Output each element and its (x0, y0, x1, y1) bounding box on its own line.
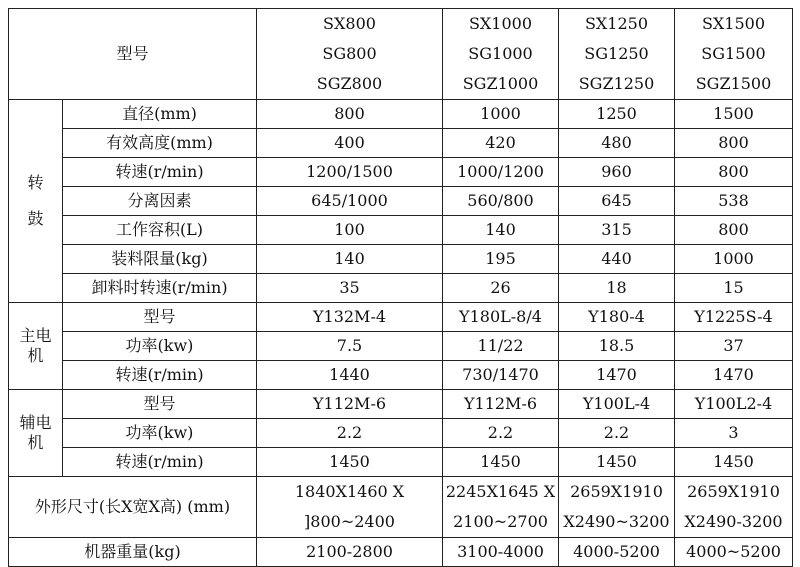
row-value: 7.5 (257, 332, 443, 361)
table-row (9, 303, 793, 332)
model-cell (675, 9, 793, 100)
row-value: Y1225S-4 (675, 303, 793, 332)
row-value: 800 (675, 158, 793, 187)
row-value: 2.2 (443, 419, 559, 448)
table-row (9, 448, 793, 477)
header-label: 型号 (9, 9, 257, 100)
row-value: 800 (675, 216, 793, 245)
row-value: 1500 (675, 100, 793, 129)
table-row (9, 216, 793, 245)
weight-value: 4000-5200 (559, 538, 675, 567)
row-label: 转速(r/min) (63, 158, 257, 187)
row-value: 35 (257, 274, 443, 303)
weight-value: 4000~5200 (675, 538, 793, 567)
model-name: SGZ1250 (578, 74, 655, 93)
row-label: 功率(kw) (63, 332, 257, 361)
row-value: 960 (559, 158, 675, 187)
model-cell (443, 9, 559, 100)
row-value: 1000 (675, 245, 793, 274)
spec-table (8, 8, 793, 567)
model-name: SX800 (323, 14, 376, 33)
group-label-line: 机 (27, 346, 44, 365)
dimensions-line: X2490~3200 (563, 512, 670, 531)
row-value: 15 (675, 274, 793, 303)
row-value: 800 (675, 129, 793, 158)
model-name: SGZ800 (316, 74, 383, 93)
row-value: 140 (443, 216, 559, 245)
row-value: 18 (559, 274, 675, 303)
row-label: 转速(r/min) (63, 448, 257, 477)
row-value: 1450 (443, 448, 559, 477)
model-name: SX1500 (701, 14, 766, 33)
weight-label: 机器重量(kg) (9, 538, 257, 567)
row-value: 800 (257, 100, 443, 129)
group-label-drum (9, 100, 63, 303)
dimensions-line: 2100~2700 (453, 512, 548, 531)
dimensions-cell (675, 477, 793, 538)
table-row (9, 100, 793, 129)
row-value: 1200/1500 (257, 158, 443, 187)
dimensions-label: 外形尺寸(长X宽X高) (mm) (9, 477, 257, 538)
header-row (9, 9, 793, 100)
model-name: SX1000 (468, 14, 533, 33)
row-value: 1450 (675, 448, 793, 477)
row-value: 195 (443, 245, 559, 274)
dimensions-line: 1840X1460 X (294, 482, 405, 501)
row-value: Y100L-4 (559, 390, 675, 419)
dimensions-cell (443, 477, 559, 538)
model-cell (257, 9, 443, 100)
row-value: 26 (443, 274, 559, 303)
model-cell (559, 9, 675, 100)
dimensions-line: 2659X1910 (570, 482, 663, 501)
model-name: SGZ1000 (462, 74, 539, 93)
dimensions-line: X2490-3200 (684, 512, 783, 531)
model-name: SG800 (322, 44, 377, 63)
weight-row (9, 538, 793, 567)
row-label: 有效高度(mm) (63, 129, 257, 158)
row-label: 工作容积(L) (63, 216, 257, 245)
row-value: Y132M-4 (257, 303, 443, 332)
row-value: 440 (559, 245, 675, 274)
table-row (9, 419, 793, 448)
row-value: Y180-4 (559, 303, 675, 332)
model-name: SG1250 (584, 44, 649, 63)
row-value: 37 (675, 332, 793, 361)
row-value: 645 (559, 187, 675, 216)
group-label-line: 转 (27, 173, 44, 192)
row-value: Y112M-6 (257, 390, 443, 419)
row-value: 400 (257, 129, 443, 158)
row-value: 420 (443, 129, 559, 158)
row-value: 315 (559, 216, 675, 245)
dimensions-line: 2245X1645 X (445, 482, 556, 501)
row-value: 2.2 (559, 419, 675, 448)
row-label: 直径(mm) (63, 100, 257, 129)
row-value: 3 (675, 419, 793, 448)
table-row (9, 390, 793, 419)
row-value: 11/22 (443, 332, 559, 361)
spec-table-container (8, 8, 793, 567)
row-value: 480 (559, 129, 675, 158)
model-name: SG1500 (701, 44, 766, 63)
row-label: 型号 (63, 390, 257, 419)
dimensions-row (9, 477, 793, 538)
row-value: 560/800 (443, 187, 559, 216)
table-row (9, 361, 793, 390)
row-value: 1000/1200 (443, 158, 559, 187)
row-value: Y180L-8/4 (443, 303, 559, 332)
row-value: 1000 (443, 100, 559, 129)
row-label: 分离因素 (63, 187, 257, 216)
row-value: 1440 (257, 361, 443, 390)
row-value: 645/1000 (257, 187, 443, 216)
row-value: 18.5 (559, 332, 675, 361)
weight-value: 2100-2800 (257, 538, 443, 567)
row-value: 100 (257, 216, 443, 245)
group-label-line: 鼓 (27, 209, 44, 228)
table-row (9, 187, 793, 216)
dimensions-line: 2659X1910 (687, 482, 780, 501)
table-row (9, 332, 793, 361)
row-value: 538 (675, 187, 793, 216)
group-label-aux-motor (9, 390, 63, 477)
table-row (9, 158, 793, 187)
dimensions-line: ]800~2400 (304, 512, 395, 531)
group-label-main-motor (9, 303, 63, 390)
row-value: 1250 (559, 100, 675, 129)
weight-value: 3100-4000 (443, 538, 559, 567)
row-label: 转速(r/min) (63, 361, 257, 390)
group-label-line: 主电 (19, 326, 52, 345)
row-value: 140 (257, 245, 443, 274)
dimensions-cell (257, 477, 443, 538)
group-label-line: 辅电 (19, 413, 52, 432)
dimensions-cell (559, 477, 675, 538)
row-value: 730/1470 (443, 361, 559, 390)
model-name: SGZ1500 (695, 74, 772, 93)
table-row (9, 129, 793, 158)
row-value: Y112M-6 (443, 390, 559, 419)
row-value: 1470 (559, 361, 675, 390)
row-value: 2.2 (257, 419, 443, 448)
table-row (9, 245, 793, 274)
row-label: 装料限量(kg) (63, 245, 257, 274)
model-name: SG1000 (468, 44, 533, 63)
row-label: 卸料时转速(r/min) (63, 274, 257, 303)
table-row (9, 274, 793, 303)
row-label: 功率(kw) (63, 419, 257, 448)
row-value: Y100L2-4 (675, 390, 793, 419)
model-name: SX1250 (584, 14, 649, 33)
group-label-line: 机 (27, 433, 44, 452)
row-label: 型号 (63, 303, 257, 332)
row-value: 1470 (675, 361, 793, 390)
row-value: 1450 (559, 448, 675, 477)
row-value: 1450 (257, 448, 443, 477)
